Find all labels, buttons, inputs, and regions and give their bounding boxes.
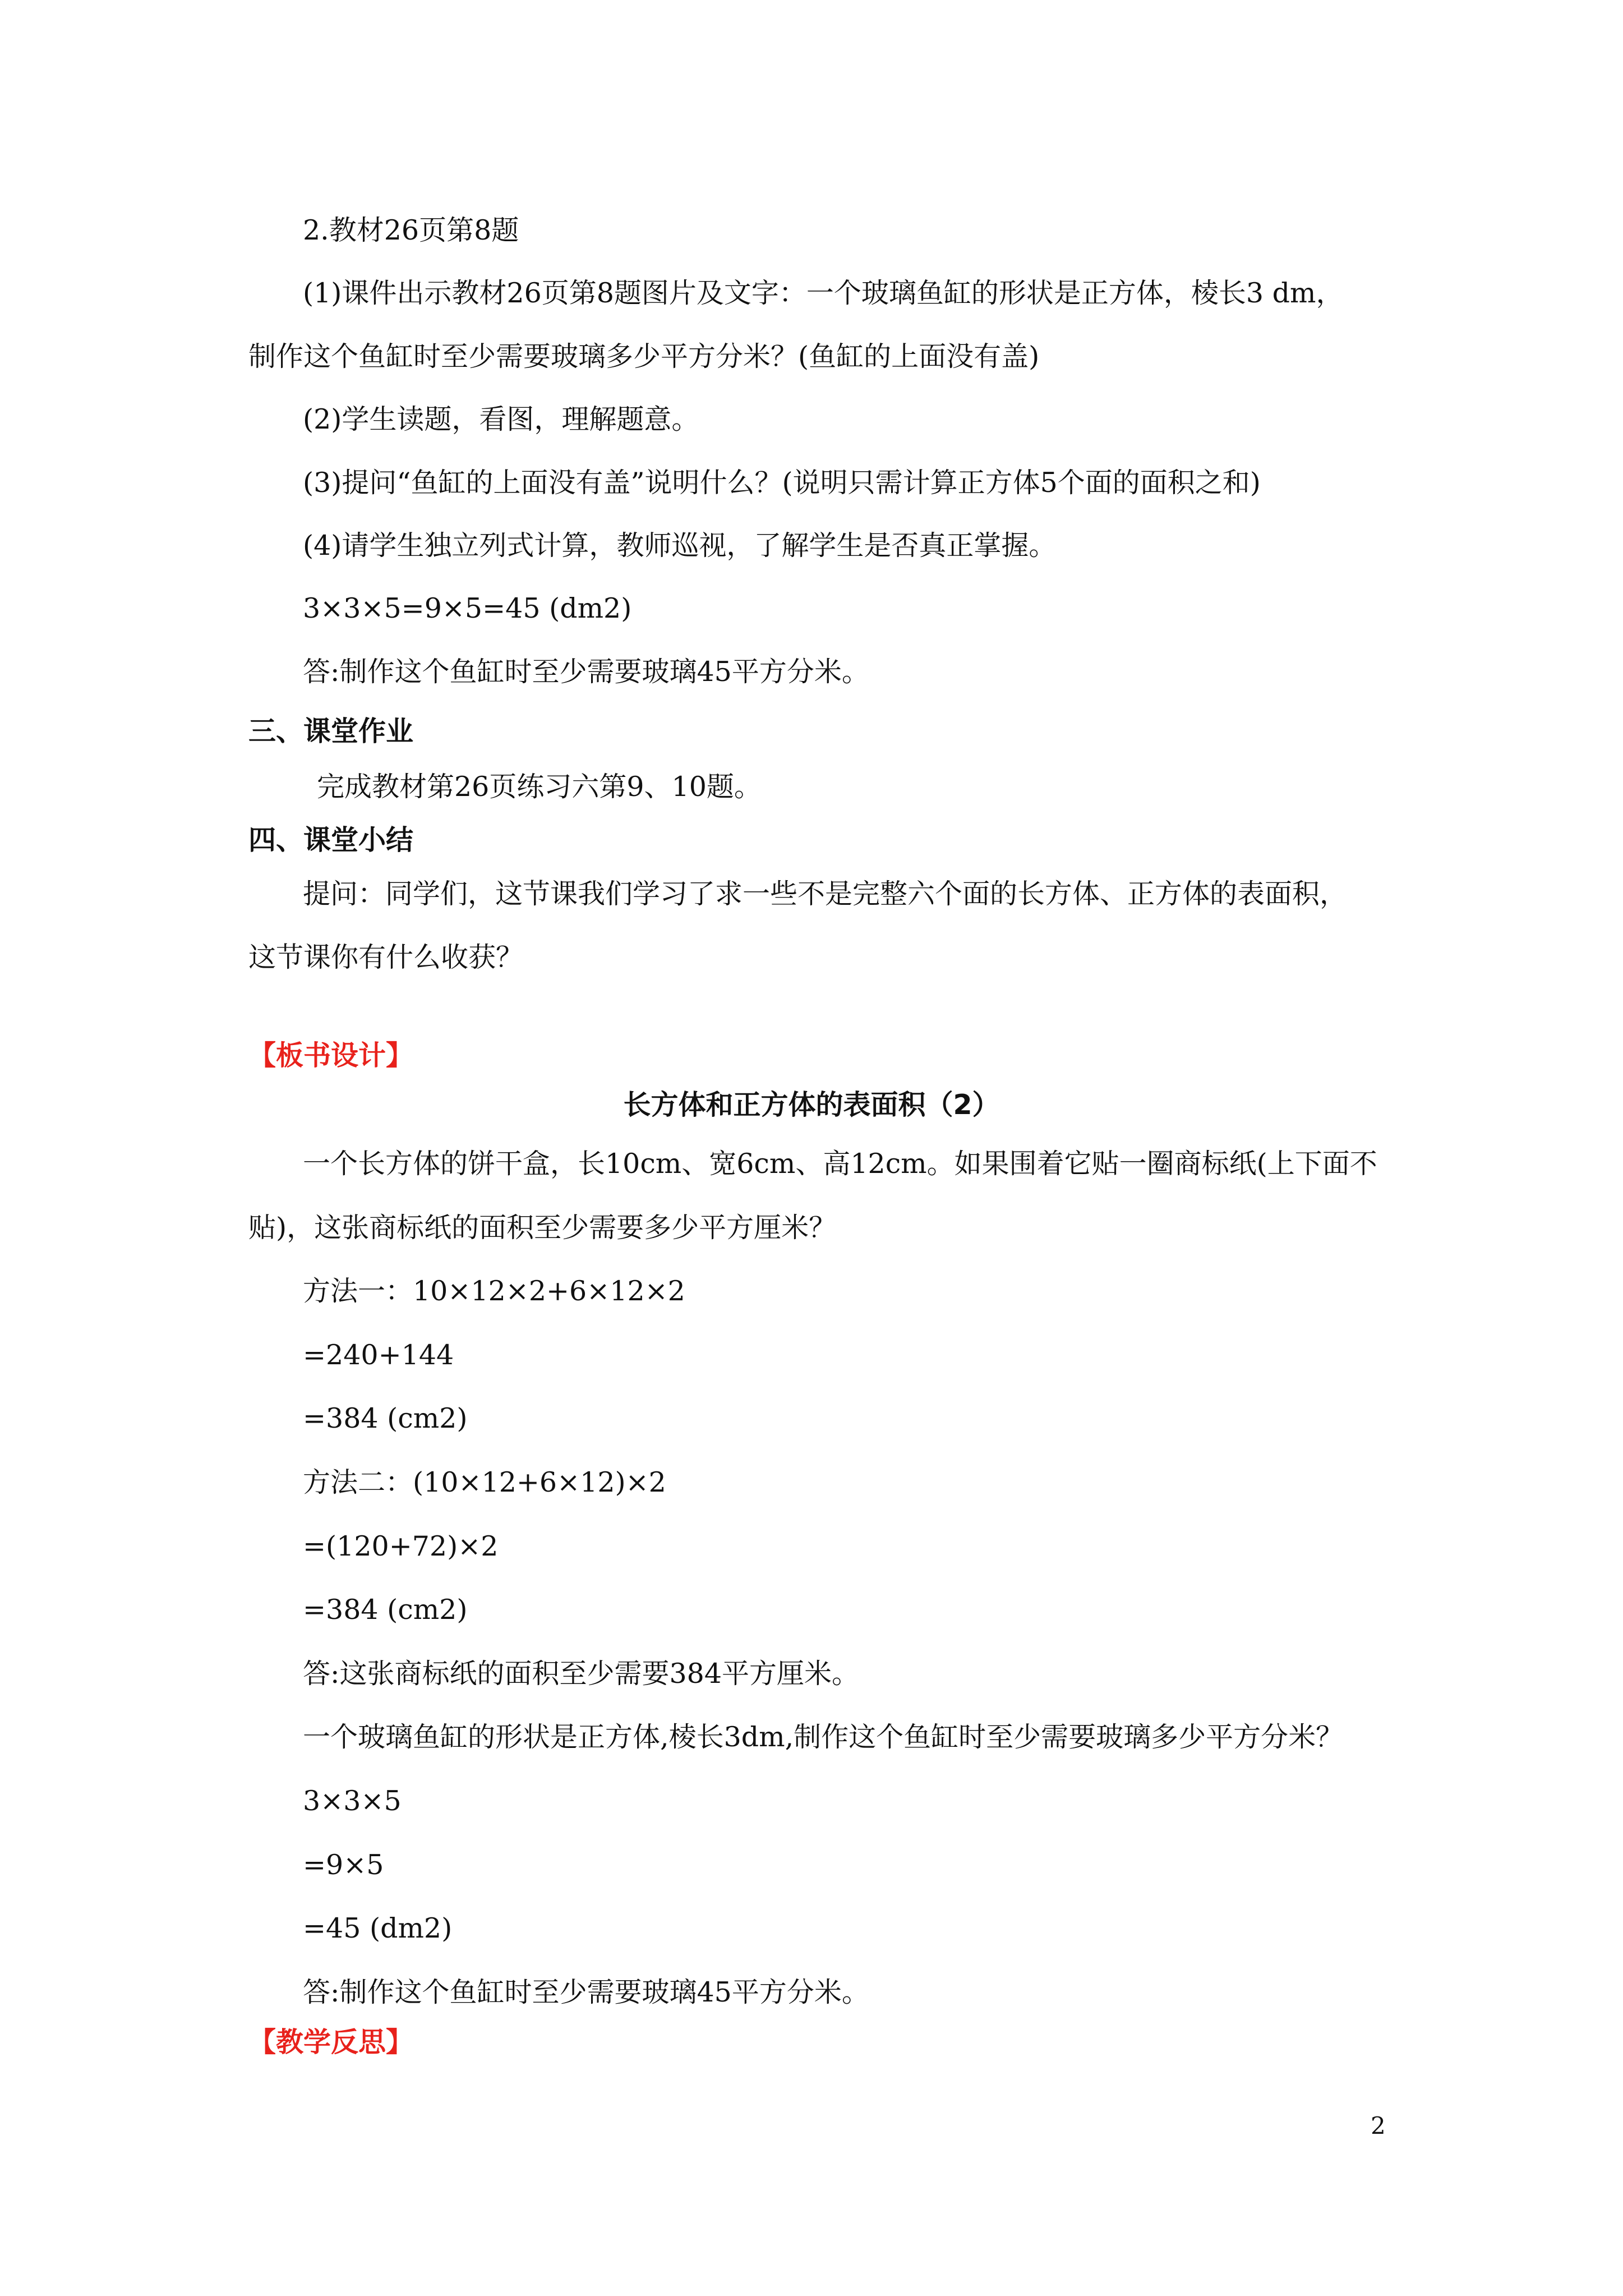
item1-line2: 制作这个鱼缸时至少需要玻璃多少平方分米？(鱼缸的上面没有盖) — [248, 341, 1040, 372]
item4: (4)请学生独立列式计算，教师巡视，了解学生是否真正掌握。 — [303, 530, 1057, 562]
section-title: 2.教材26页第8题 — [303, 214, 519, 246]
problem1-line1: 一个长方体的饼干盒，长10cm、宽6cm、高12cm。如果围着它贴一圈商标纸(上下面不 — [303, 1148, 1377, 1180]
reflection-heading: 【教学反思】 — [248, 2026, 414, 2058]
board-title: 长方体和正方体的表面积（2） — [623, 1089, 1000, 1121]
answer1: 答:这张商标纸的面积至少需要384平方厘米。 — [303, 1658, 860, 1690]
problem1-line2: 贴)，这张商标纸的面积至少需要多少平方厘米？ — [248, 1212, 837, 1244]
calc2-line1: 3×3×5 — [303, 1785, 402, 1817]
method2-line1: 方法二：(10×12+6×12)×2 — [303, 1466, 666, 1498]
problem2: 一个玻璃鱼缸的形状是正方体,棱长3dm,制作这个鱼缸时至少需要玻璃多少平方分米？ — [303, 1721, 1344, 1753]
calc2-line2: =9×5 — [303, 1849, 384, 1881]
formula: 3×3×5=9×5=45 (dm2) — [303, 592, 632, 624]
item1-line1: (1)课件出示教材26页第8题图片及文字：一个玻璃鱼缸的形状是正方体，棱长3 dm， — [303, 277, 1344, 309]
board-heading: 【板书设计】 — [248, 1039, 414, 1071]
item3: (3)提问“鱼缸的上面没有盖”说明什么？(说明只需计算正方体5个面的面积之和) — [303, 467, 1261, 499]
summary-line2: 这节课你有什么收获？ — [248, 941, 524, 973]
calc2-line3: =45 (dm2) — [303, 1912, 453, 1944]
method2-line2: =(120+72)×2 — [303, 1530, 499, 1562]
method2-line3: =384 (cm2) — [303, 1594, 468, 1626]
answer: 答:制作这个鱼缸时至少需要玻璃45平方分米。 — [303, 656, 869, 688]
page-number: 2 — [1371, 2112, 1386, 2139]
method1-line1: 方法一：10×12×2+6×12×2 — [303, 1275, 685, 1307]
homework-heading: 三、课堂作业 — [248, 715, 414, 747]
method1-line3: =384 (cm2) — [303, 1402, 468, 1434]
summary-line1: 提问：同学们，这节课我们学习了求一些不是完整六个面的长方体、正方体的表面积， — [303, 878, 1348, 910]
method1-line2: =240+144 — [303, 1339, 454, 1371]
summary-heading: 四、课堂小结 — [248, 824, 414, 856]
homework-text: 完成教材第26页练习六第9、10题。 — [317, 771, 762, 803]
answer2: 答:制作这个鱼缸时至少需要玻璃45平方分米。 — [303, 1976, 869, 2008]
item2: (2)学生读题，看图，理解题意。 — [303, 403, 699, 435]
